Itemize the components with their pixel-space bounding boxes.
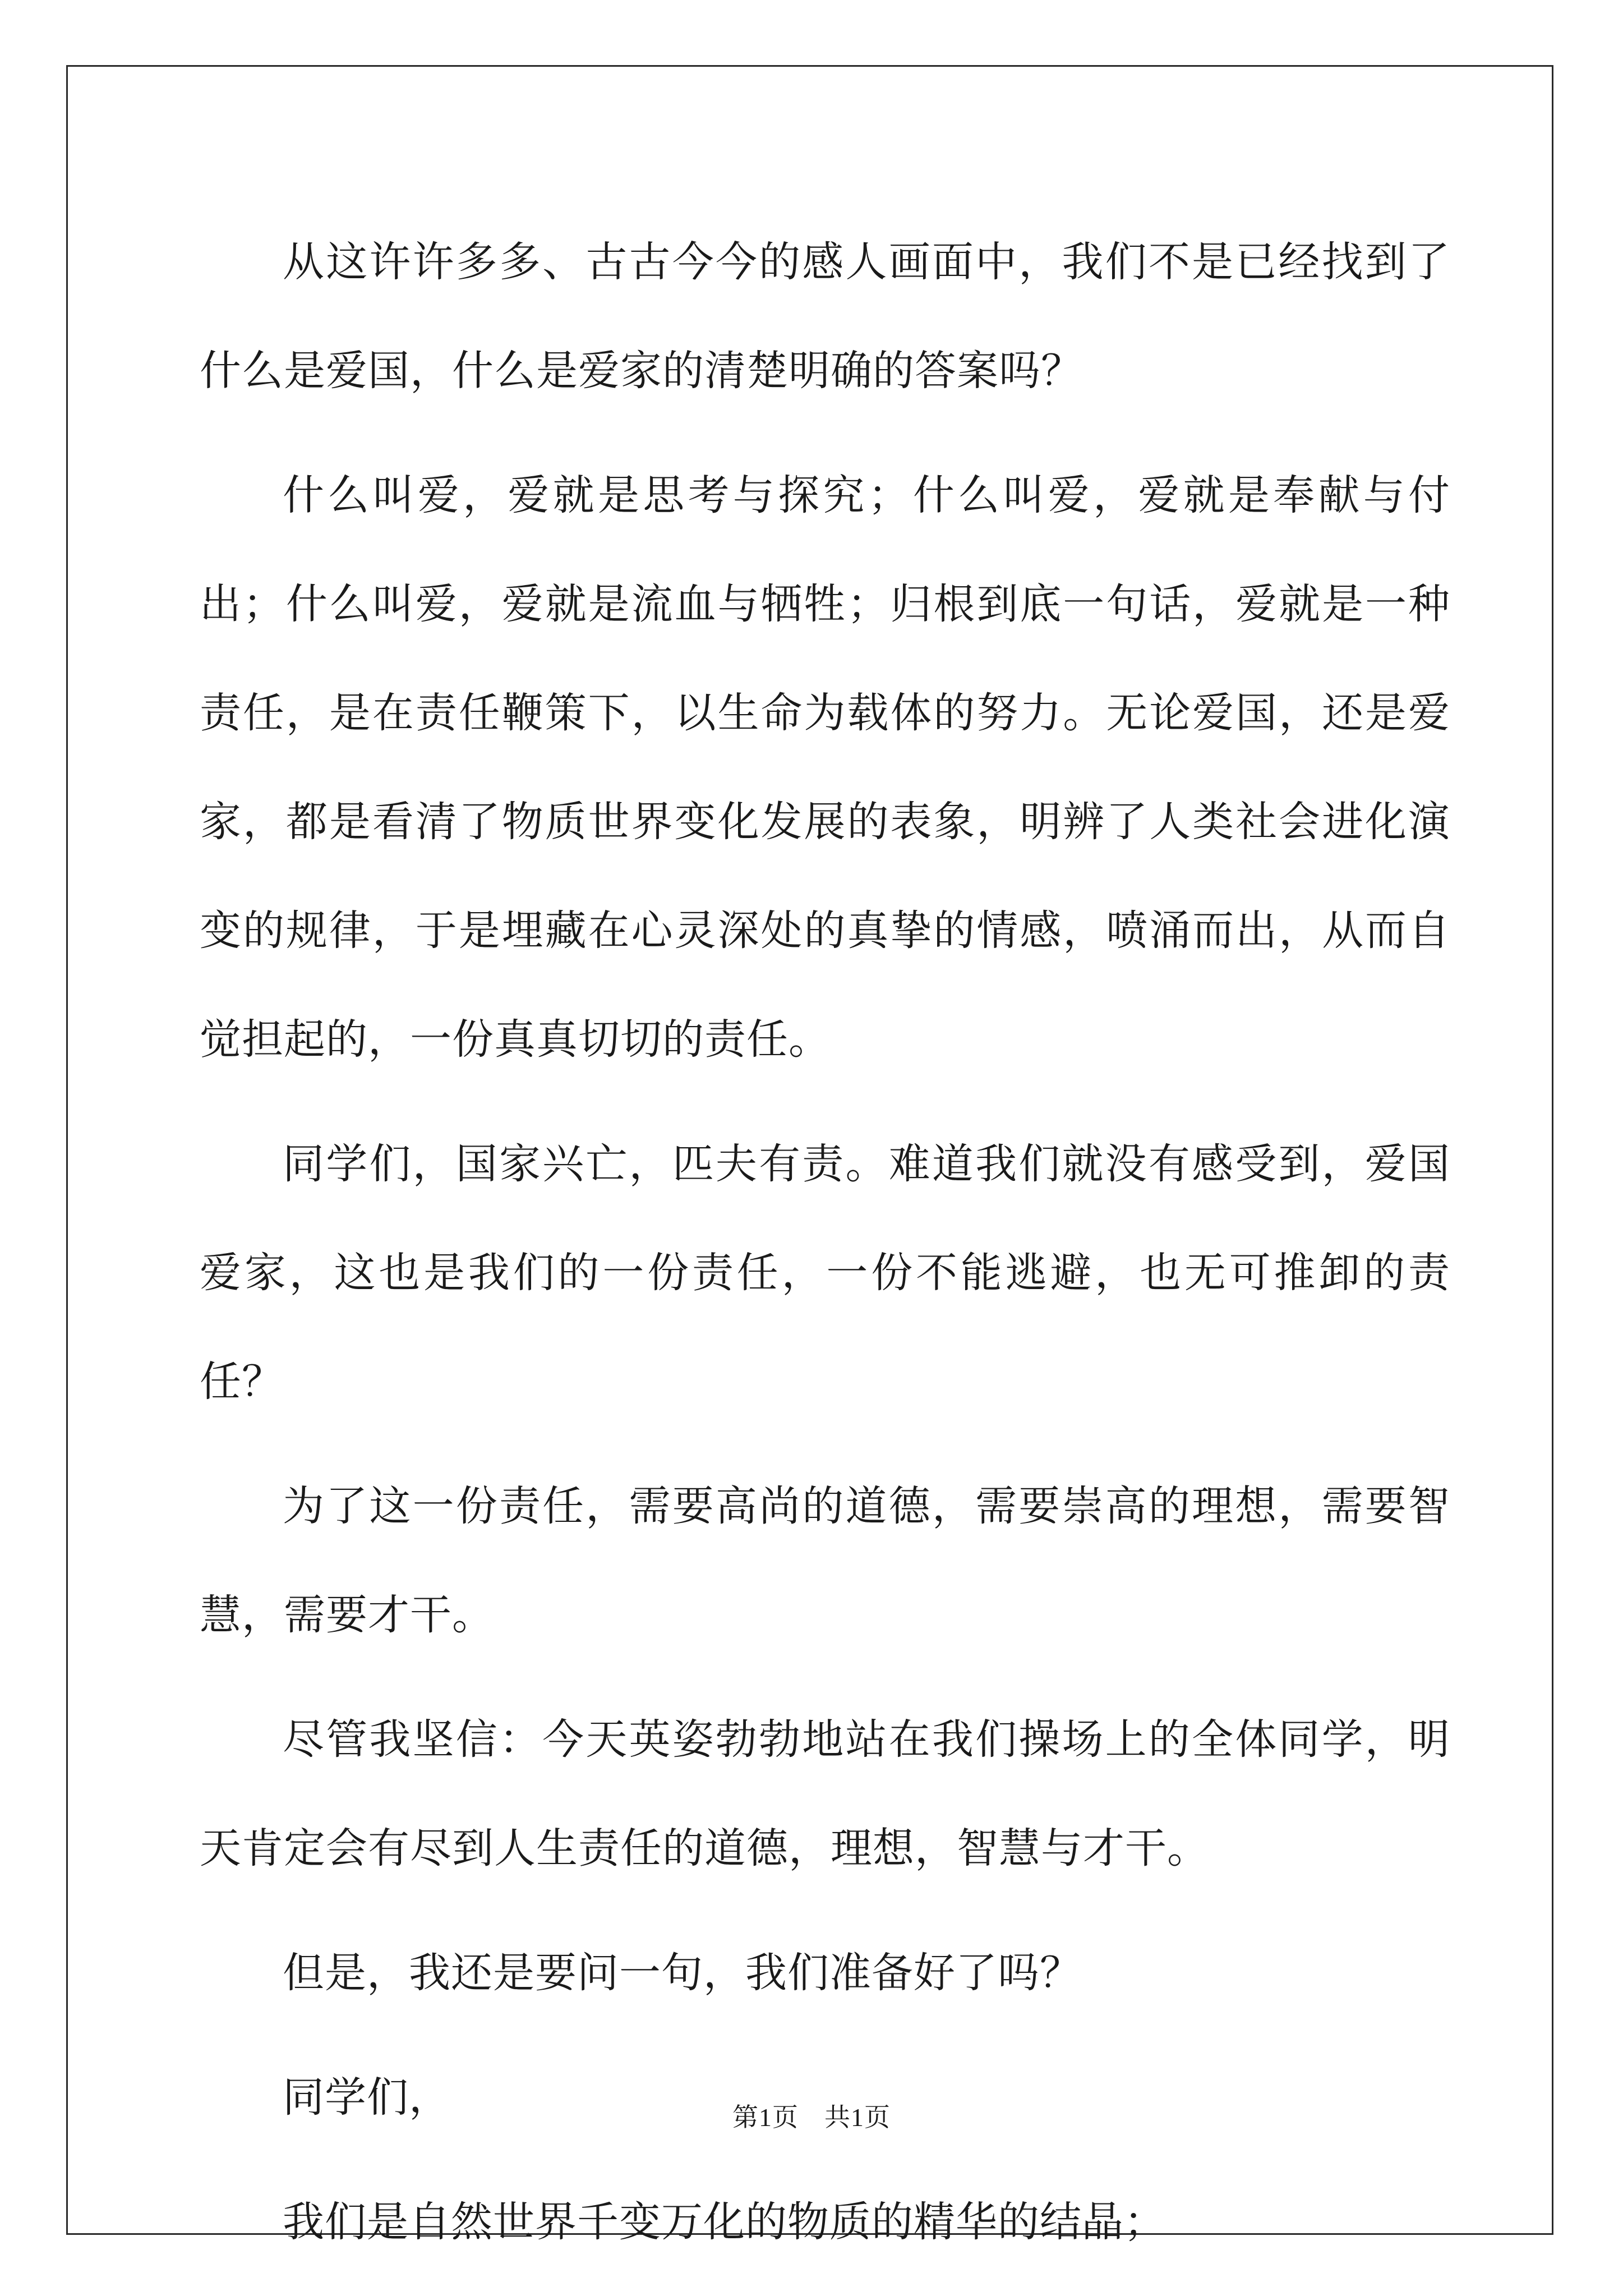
paragraph: 但是，我还是要问一句，我们准备好了吗？ xyxy=(283,1949,1082,1997)
paragraph: 什么叫爱，爱就是思考与探究；什么叫爱，爱就是奉献与付出；什么叫爱，爱就是流血与牺牲；归根到底一句话，爱就是一种责任，是在责任鞭策下，以生命为载体的努力。无论爱国，还是爱家，都是看清了物质世界变化发展的表象，明辨了人类社会进化演变的规律，于是埋藏在心灵深处的真挚的情感，喷涌而出，从而自觉担起的，一份真真切切的责任。 xyxy=(200,471,1450,1064)
paragraph: 同学们，国家兴亡，匹夫有责。难道我们就没有感受到，爱国爱家，这也是我们的一份责任，一份不能逃避，也无可推卸的责任？ xyxy=(200,1140,1450,1406)
paragraph: 为了这一份责任，需要高尚的道德，需要崇高的理想，需要智慧，需要才干。 xyxy=(200,1482,1450,1639)
page-number: 第1页 xyxy=(732,2103,799,2132)
paragraph: 同学们， xyxy=(283,2073,451,2122)
paragraph: 尽管我坚信：今天英姿勃勃地站在我们操场上的全体同学，明天肯定会有尽到人生责任的道德，理想，智慧与才干。 xyxy=(200,1715,1450,1872)
page-footer xyxy=(0,2097,1623,2134)
document-body xyxy=(200,208,1450,2292)
paragraph: 从这许许多多、古古今今的感人画面中，我们不是已经找到了什么是爱国，什么是爱家的清楚明确的答案吗？ xyxy=(200,238,1450,395)
page-total: 共1页 xyxy=(824,2103,891,2132)
paragraph: 我们是自然世界千变万化的物质的精华的结晶； xyxy=(283,2198,1166,2246)
